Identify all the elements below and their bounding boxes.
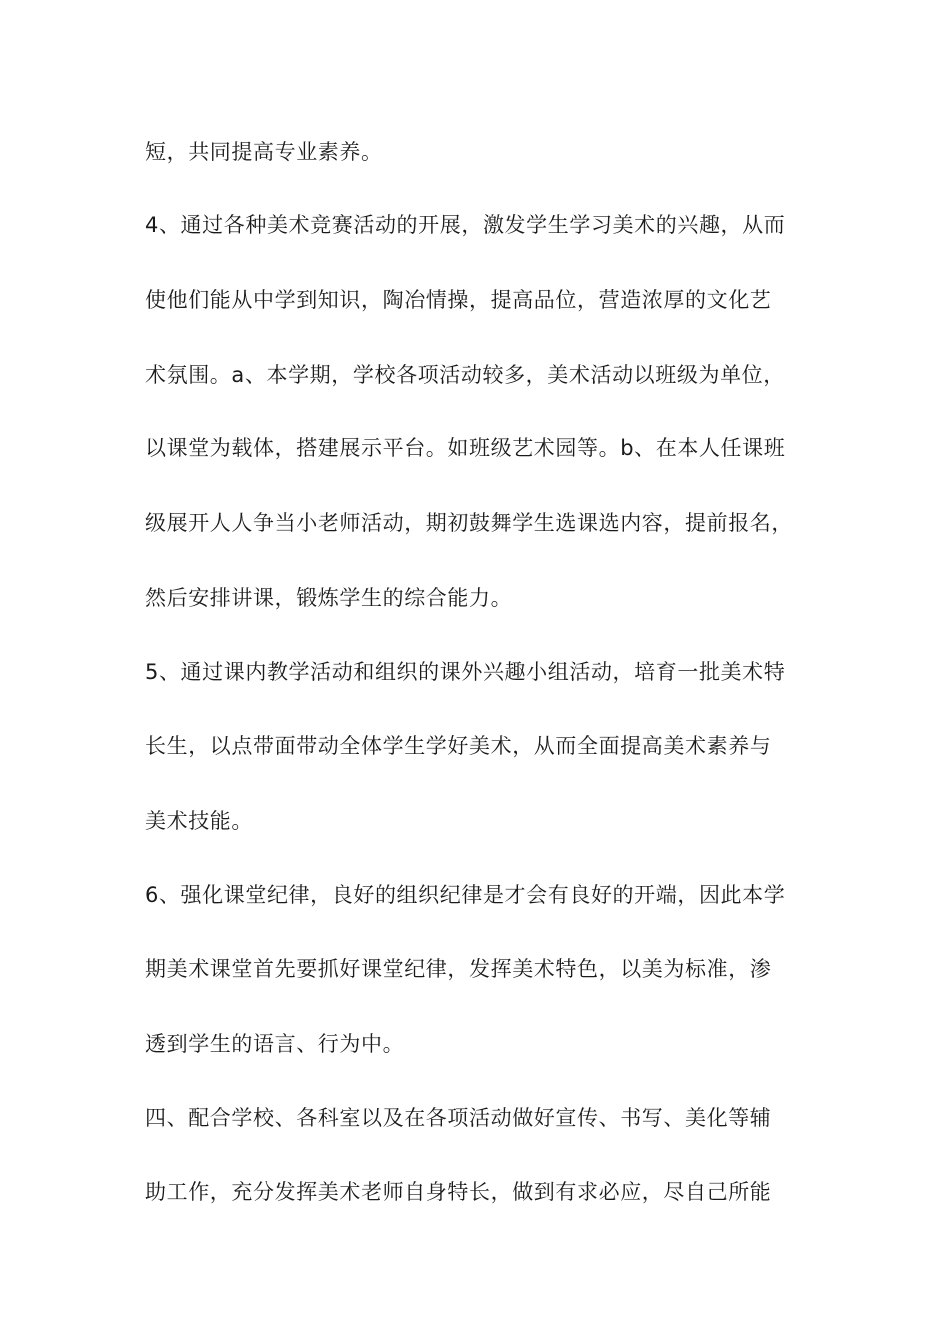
text-line-9: 长生，以点带面带动全体学生学好美术，从而全面提高美术素养与 [145, 734, 772, 758]
text-line-8: 5、通过课内教学活动和组织的课外兴趣小组活动，培育一批美术特 [145, 660, 786, 684]
text-line-13: 透到学生的语言、行为中。 [145, 1032, 405, 1056]
text-line-12: 期美术课堂首先要抓好课堂纪律，发挥美术特色，以美为标准，渗 [145, 957, 772, 981]
text-line-3: 使他们能从中学到知识，陶冶情操，提高品位，营造浓厚的文化艺 [145, 288, 772, 312]
text-line-11: 6、强化课堂纪律，良好的组织纪律是才会有良好的开端，因此本学 [145, 883, 786, 907]
text-line-4: 术氛围。a、本学期，学校各项活动较多，美术活动以班级为单位， [145, 363, 785, 387]
text-line-1: 短，共同提高专业素养。 [145, 140, 383, 164]
text-line-7: 然后安排讲课，锻炼学生的综合能力。 [145, 586, 513, 610]
text-line-6: 级展开人人争当小老师活动，期初鼓舞学生选课选内容，提前报名， [145, 511, 793, 535]
text-line-5: 以课堂为载体，搭建展示平台。如班级艺术园等。b、在本人任课班 [145, 436, 786, 460]
text-line-15: 助工作，充分发挥美术老师自身特长，做到有求必应，尽自己所能 [145, 1180, 772, 1204]
text-line-10: 美术技能。 [145, 809, 253, 833]
text-line-2: 4、通过各种美术竞赛活动的开展，激发学生学习美术的兴趣，从而 [145, 213, 786, 237]
text-line-14: 四、配合学校、各科室以及在各项活动做好宣传、书写、美化等辅 [145, 1106, 772, 1130]
